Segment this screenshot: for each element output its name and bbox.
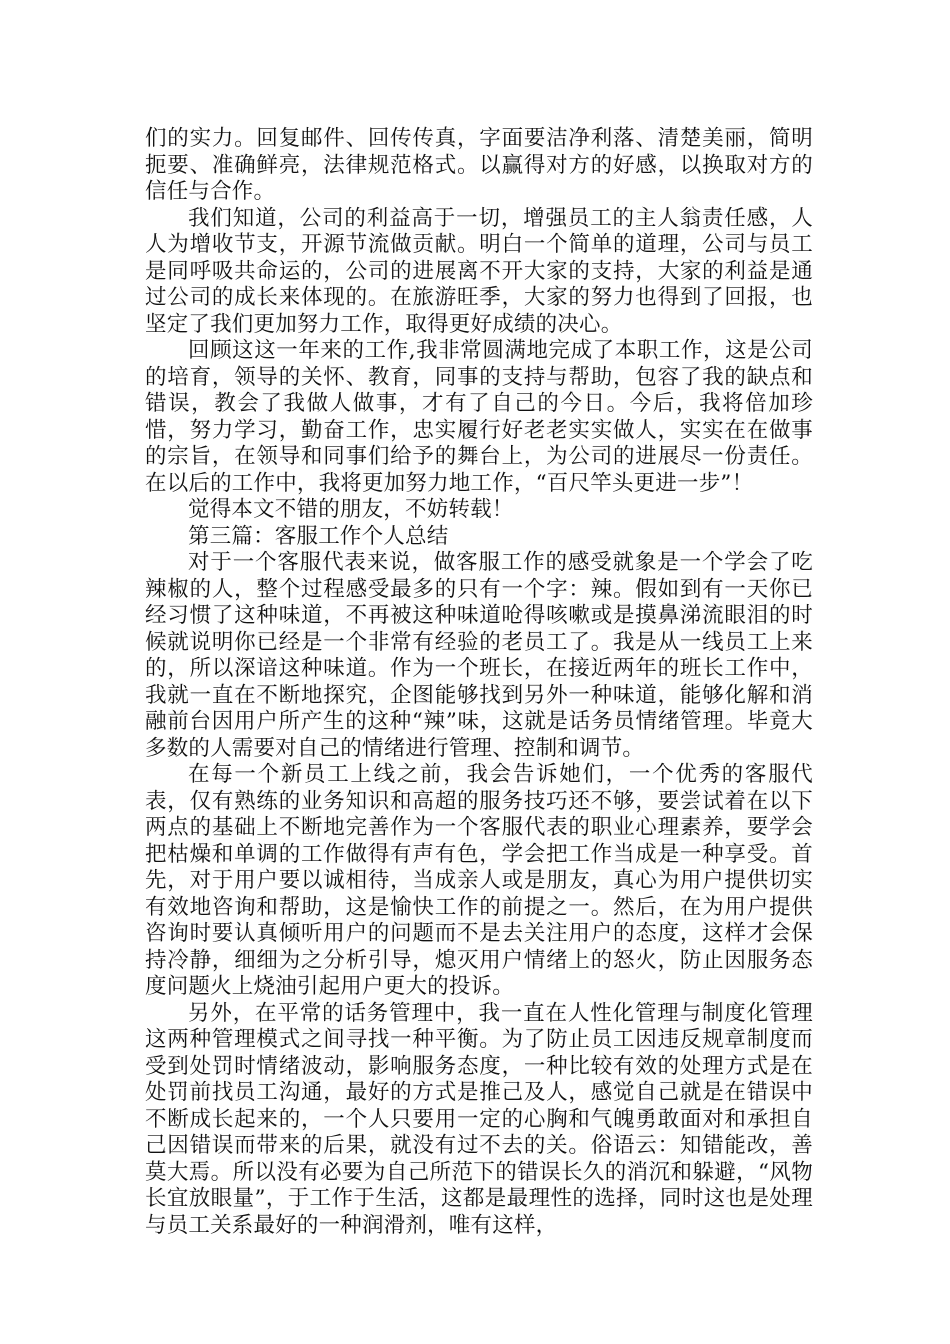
paragraph-continued: 们的实力。回复邮件、回传传真，字面要洁净利落、清楚美丽，简明扼要、准确鲜亮，法律规范格式。以赢得对方的好感，以换取对方的信任与合作。 (145, 126, 813, 204)
paragraph-management: 另外，在平常的话务管理中，我一直在人性化管理与制度化管理这两种管理模式之间寻找一种平衡。为了防止员工因违反规章制度而受到处罚时情绪波动，影响服务态度，一种比较有效的处理方式是在处罚前找员工沟通，最好的方式是推己及人，感觉自己就是在错误中不断成长起来的，一个人只要用一定的心胸和气魄勇敢面对和承担自己因错误而带来的后果，就没有过不去的关。俗语云：知错能改，善莫大焉。所以没有必要为自己所范下的错误长久的消沉和躲避，“风物长宜放眼量”，于工作于生活，这都是最理性的选择，同时这也是处理与员工关系最好的一种润滑剂，唯有这样， (145, 1000, 813, 1238)
paragraph-new-staff: 在每一个新员工上线之前，我会告诉她们，一个优秀的客服代表，仅有熟练的业务知识和高超的服务技巧还不够，要尝试着在以下两点的基础上不断地完善作为一个客服代表的职业心理素养，要学会把枯燥和单调的工作做得有声有色，学会把工作当成是一种享受。首先，对于用户要以诚相待，当成亲人或是朋友，真心为用户提供切实有效地咨询和帮助，这是愉快工作的前提之一。然后，在为用户提供咨询时要认真倾听用户的问题而不是去关注用户的态度，这样才会保持冷静，细细为之分析引导，熄灭用户情绪上的怒火，防止因服务态度问题火上烧油引起用户更大的投诉。 (145, 762, 813, 999)
document-body (145, 126, 813, 1239)
section-heading: 第三篇：客服工作个人总结 (188, 523, 449, 549)
paragraph-company-interest: 我们知道，公司的利益高于一切，增强员工的主人翁责任感，人人为增收节支，开源节流做贡献。明白一个简单的道理，公司与员工是同呼吸共命运的，公司的进展离不开大家的支持，大家的利益是通过公司的成长来体现的。在旅游旺季，大家的努力也得到了回报，也坚定了我们更加努力工作，取得更好成绩的决心。 (145, 205, 813, 337)
paragraph-year-review: 回顾这这一年来的工作,我非常圆满地完成了本职工作，这是公司的培育，领导的关怀、教育，同事的支持与帮助，包容了我的缺点和错误，教会了我做人做事，才有了自己的今日。今后，我将倍加珍惜，努力学习，勤奋工作，忠实履行好老老实实做人，实实在在做事的宗旨，在领导和同事们给予的舞台上，为公司的进展尽一份责任。在以后的工作中，我将更加努力地工作，“百尺竿头更进一步”！ (145, 338, 813, 496)
paragraph-customer-service-intro: 对于一个客服代表来说，做客服工作的感受就象是一个学会了吃辣椒的人，整个过程感受最多的只有一个字：辣。假如到有一天你已经习惯了这种味道，不再被这种味道呛得咳嗽或是摸鼻涕流眼泪的时候就说明你已经是一个非常有经验的老员工了。我是从一线员工上来的，所以深谙这种味道。作为一个班长，在接近两年的班长工作中，我就一直在不断地探究，企图能够找到另外一种味道，能够化解和消融前台因用户所产生的这种“辣”味，这就是话务员情绪管理。毕竟大多数的人需要对自己的情绪进行管理、控制和调节。 (145, 550, 813, 761)
paragraph-share-note: 觉得本文不错的朋友，不妨转载！ (188, 497, 514, 522)
